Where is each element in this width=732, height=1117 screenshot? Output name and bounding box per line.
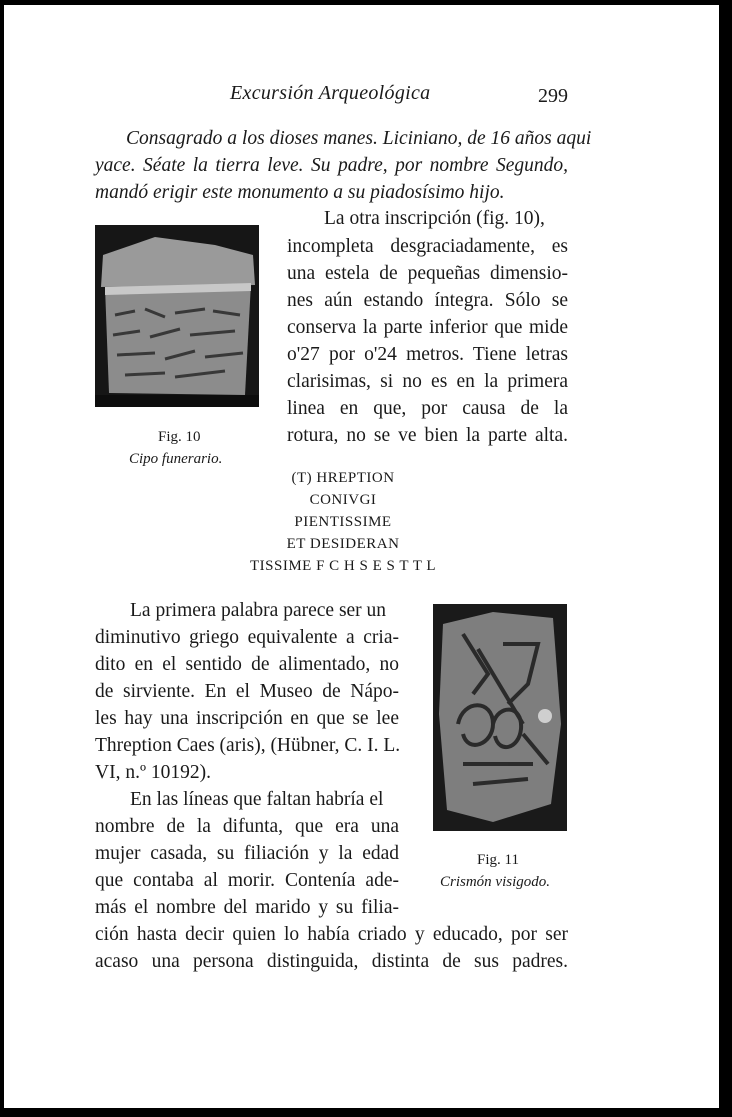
scan-border-top xyxy=(0,0,732,5)
inscription-line-3: PIENTISSIME xyxy=(294,514,392,530)
figure-10-label: Fig. 10 xyxy=(158,429,201,445)
paragraph3-line: que contaba al morir. Contenía ade- xyxy=(95,870,399,891)
paragraph1-line: rotura, no se ve bien la parte alta. xyxy=(287,425,568,446)
paragraph2-line: de sirviente. En el Museo de Nápo- xyxy=(95,681,399,702)
paragraph1-line: conserva la parte inferior que mide xyxy=(287,317,568,338)
inscription-line-4: ET DESIDERAN xyxy=(286,536,400,552)
paragraph3-line: acaso una persona distinguida, distinta de sus padres. xyxy=(95,951,568,972)
page-number: 299 xyxy=(538,85,568,107)
figure-10-caption: Cipo funerario. xyxy=(129,451,223,467)
paragraph2-line: les hay una inscripción en que se lee xyxy=(95,708,399,729)
inscription-line-5: TISSIME F C H S E S T T L xyxy=(249,558,437,574)
translation-line-1: Consagrado a los dioses manes. Liciniano, de 16 años aqui xyxy=(126,128,592,149)
paragraph2-line: La primera palabra parece ser un xyxy=(130,600,387,621)
inscription-line-1: (T) HREPTION xyxy=(291,470,395,486)
paragraph2-line: VI, n.º 10192). xyxy=(95,762,211,783)
paragraph1-line: nes aún estando íntegra. Sólo se xyxy=(287,290,568,311)
translation-line-2: yace. Séate la tierra leve. Su padre, por nombre Segundo, xyxy=(95,155,568,176)
paragraph1-line: una estela de pequeñas dimensio- xyxy=(287,263,568,284)
paragraph2-line: dito en el sentido de alimentado, no xyxy=(95,654,399,675)
figure-11-label: Fig. 11 xyxy=(477,852,519,868)
paragraph1-line: o'27 por o'24 metros. Tiene letras xyxy=(287,344,568,365)
paragraph1-line: La otra inscripción (fig. 10), xyxy=(324,208,545,229)
paragraph3-line: ción hasta decir quien lo había criado y educado, por ser xyxy=(95,924,568,945)
paragraph1-line: linea en que, por causa de la xyxy=(287,398,568,419)
paragraph2-line: diminutivo griego equivalente a cria- xyxy=(95,627,399,648)
paragraph2-line: Threption Caes (aris), (Hübner, C. I. L. xyxy=(95,735,401,756)
scan-border-left xyxy=(0,0,4,1117)
paragraph3-line: más el nombre del marido y su filia- xyxy=(95,897,399,918)
paragraph1-line: incompleta desgraciadamente, es xyxy=(287,236,568,257)
running-header-title: Excursión Arqueológica xyxy=(230,82,431,104)
paragraph3-line: nombre de la difunta, que era una xyxy=(95,816,399,837)
inscription-line-2: CONIVGI xyxy=(309,492,377,508)
scan-border-bottom xyxy=(0,1108,732,1117)
translation-line-3: mandó erigir este monumento a su piadosísimo hijo. xyxy=(95,182,505,203)
paragraph1-line: clarisimas, si no es en la primera xyxy=(287,371,568,392)
paragraph3-line: mujer casada, su filiación y la edad xyxy=(95,843,399,864)
figure-10-photo xyxy=(95,225,259,407)
figure-11-photo xyxy=(433,604,567,831)
figure-11-caption: Crismón visigodo. xyxy=(440,874,551,890)
paragraph3-line: En las líneas que faltan habría el xyxy=(130,789,384,810)
scan-border-right xyxy=(719,0,732,1117)
